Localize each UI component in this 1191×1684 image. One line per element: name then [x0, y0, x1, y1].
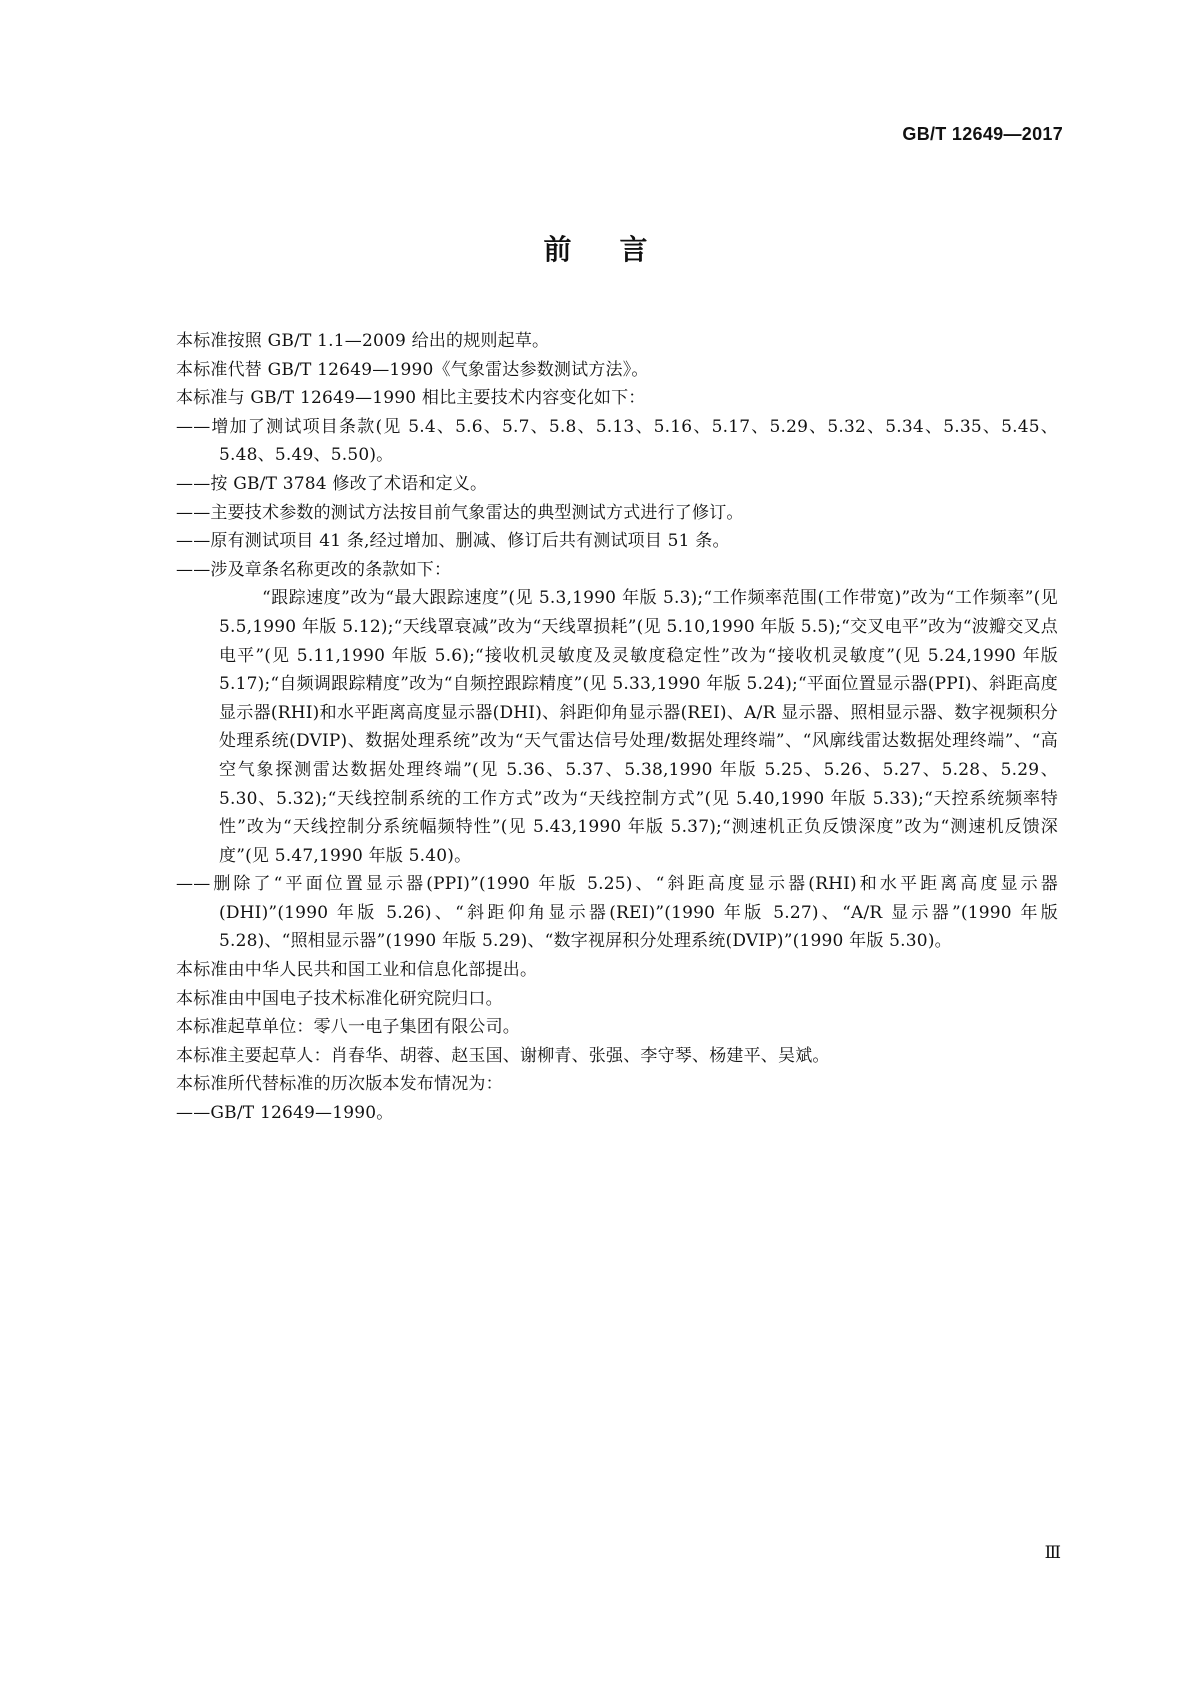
change-item-deleted: ——删除了“平面位置显示器(PPI)”(1990 年版 5.25)、“斜距高度显示器(RHI)和水平距离高度显示器(DHI)”(1990 年版 5.26)、“斜距仰角显示器(REI)”(1990 年版 5.27)、“A/R 显示器”(1990 年版 5.28)、“照相显示器”(1990 年版 5.29)、“数字视屏积分处理系统(DVIP)”(1990 年版 5.30)。 [176, 874, 1058, 952]
change-item-added-tests: ——增加了测试项目条款(见 5.4、5.6、5.7、5.8、5.13、5.16、5.17、5.29、5.32、5.34、5.35、5.45、5.48、5.49、5.50)。 [176, 416, 1058, 466]
renamed-clauses-list: “跟踪速度”改为“最大跟踪速度”(见 5.3,1990 年版 5.3);“工作频率范围(工作带宽)”改为“工作频率”(见 5.5,1990 年版 5.12);“天线罩衰减”改为“天线罩损耗”(见 5.10,1990 年版 5.5);“交叉电平”改为“波瓣交叉点电平”(见 5.11,1990 年版 5.6);“接收机灵敏度及灵敏度稳定性”改为“接收机灵敏度”(见 5.24,1990 年版 5.17);“自频调跟踪精度”改为“自频控跟踪精度”(见 5.33,1990 年版 5.24);“平面位置显示器(PPI)、斜距高度显示器(RHI)和水平距离高度显示器(DHI)、斜距仰角显示器(REI)、A/R 显示器、照相显示器、数字视频积分处理系统(DVIP)、数据处理系统”改为“天气雷达信号处理/数据处理终端”、“风廓线雷达数据处理终端”、“高空气象探测雷达数据处理终端”(见 5.36、5.37、5.38,1990 年版 5.25、5.26、5.27、5.28、5.29、5.30、5.32);“天线控制系统的工作方式”改为“天线控制方式”(见 5.40,1990 年版 5.33);“天控系统频率特性”改为“天线控制分系统幅频特性”(见 5.43,1990 年版 5.37);“测速机正负反馈深度”改为“测速机反馈深度”(见 5.47,1990 年版 5.40)。 [219, 588, 1058, 866]
paragraph-history-intro: 本标准所代替标准的历次版本发布情况为： [176, 1074, 503, 1095]
change-item-methods: ——主要技术参数的测试方法按目前气象雷达的典型测试方式进行了修订。 [176, 502, 744, 523]
paragraph-drafting-rules: 本标准按照 GB/T 1.1—2009 给出的规则起草。 [176, 331, 550, 351]
paragraph-drafters: 本标准主要起草人：肖春华、胡蓉、赵玉国、谢柳青、张强、李守琴、杨建平、吴斌。 [176, 1045, 830, 1066]
history-item: ——GB/T 12649—1990。 [176, 1103, 394, 1124]
paragraph-drafting-unit: 本标准起草单位：零八一电子集团有限公司。 [176, 1017, 520, 1038]
document-body [176, 327, 1058, 1128]
change-item-renamed-intro: ——涉及章条名称更改的条款如下： [176, 559, 452, 580]
change-item-test-count: ——原有测试项目 41 条,经过增加、删减、修订后共有测试项目 51 条。 [176, 531, 730, 552]
page-title: 前言 [543, 233, 696, 266]
paragraph-governed-by: 本标准由中国电子技术标准化研究院归口。 [176, 988, 503, 1009]
paragraph-proposed-by: 本标准由中华人民共和国工业和信息化部提出。 [176, 960, 538, 981]
paragraph-replaces: 本标准代替 GB/T 12649—1990《气象雷达参数测试方法》。 [176, 359, 649, 380]
paragraph-changes-intro: 本标准与 GB/T 12649—1990 相比主要技术内容变化如下： [176, 388, 646, 409]
standard-number-header: GB/T 12649—2017 [902, 124, 1063, 144]
page-number: Ⅲ [1044, 1543, 1061, 1563]
change-item-terms: ——按 GB/T 3784 修改了术语和定义。 [176, 473, 488, 494]
